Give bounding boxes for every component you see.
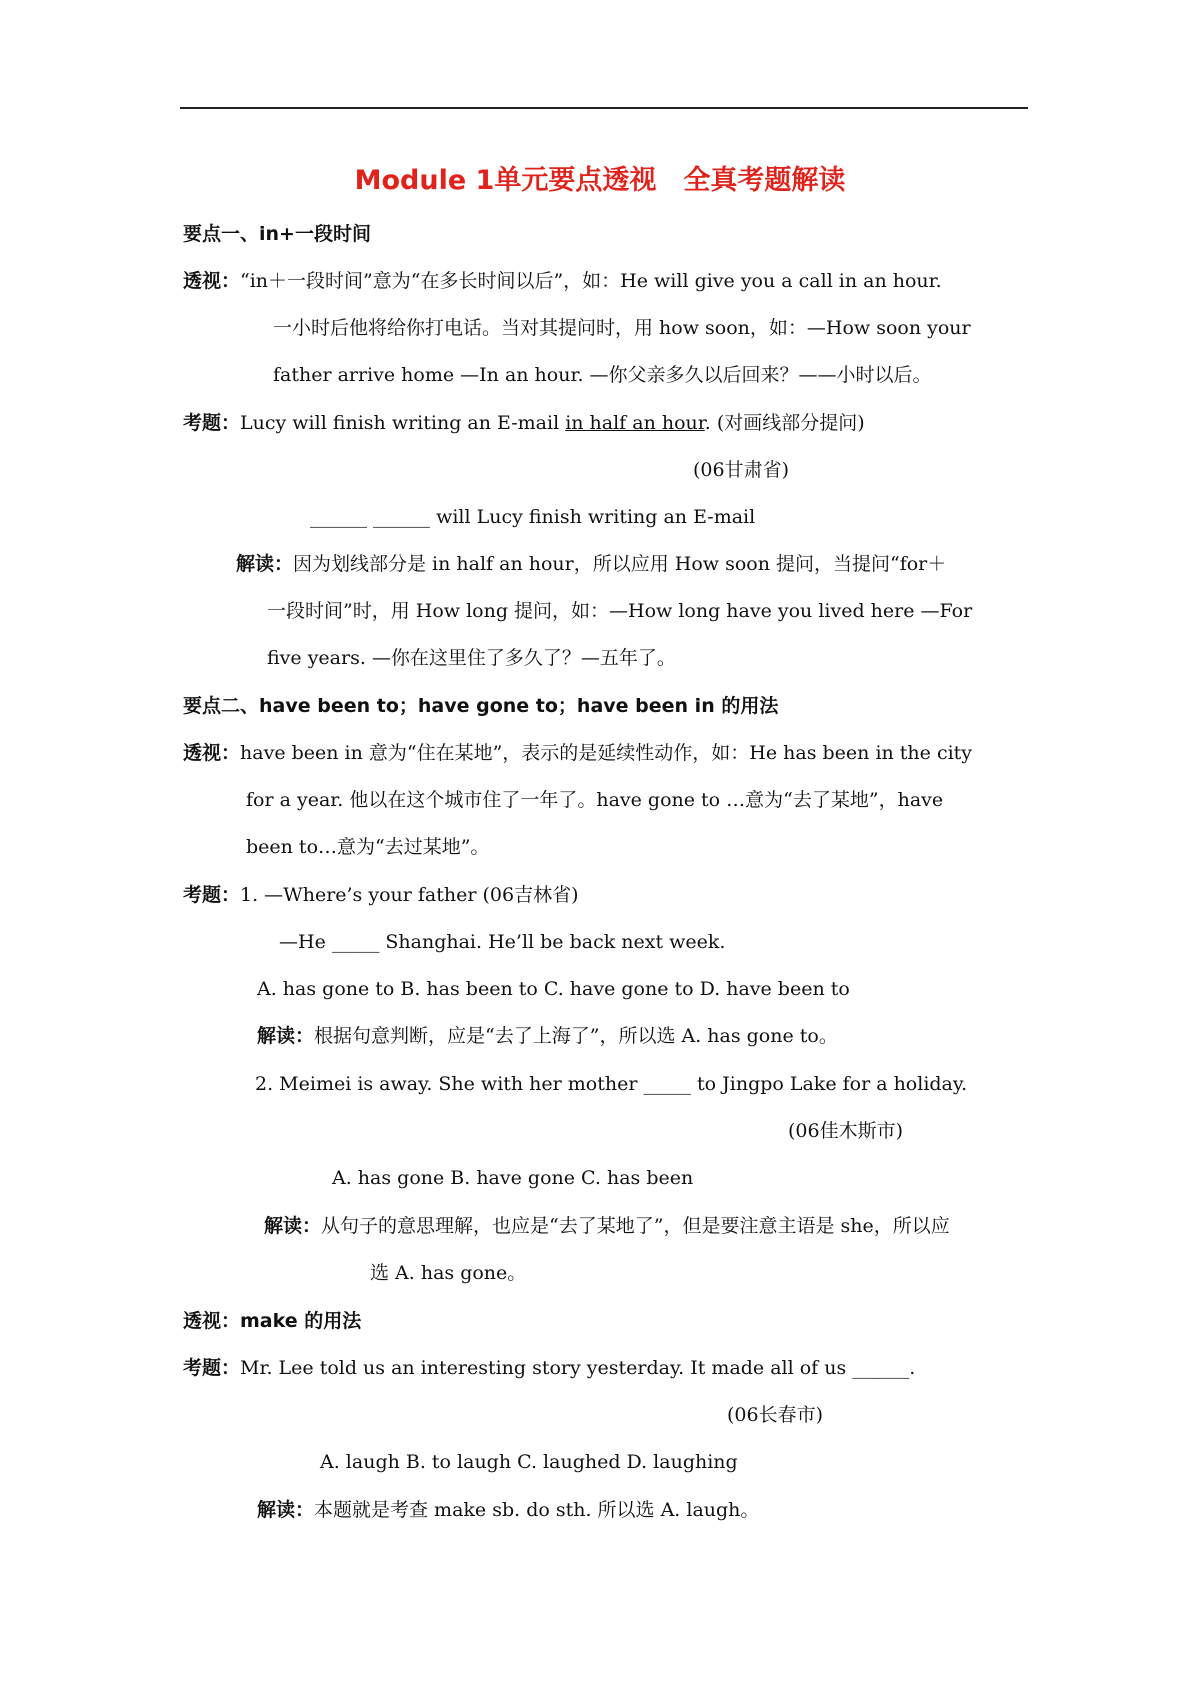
point1-insight-l3: father arrive home —In an hour. —你父亲多久以后回来？——小时以后。 (273, 364, 932, 386)
answer-text: 从句子的意思理解，也应是“去了某地了”，但是要注意主语是 she，所以应 (321, 1215, 950, 1237)
point2-heading: 要点二、have been to；have gone to；have been in 的用法 (183, 695, 779, 717)
point1-insight-l1 (183, 268, 942, 294)
question-post: . (对画线部分提问) (704, 412, 865, 434)
point1-answer-l2: 一段时间”时，用 How long 提问，如：—How long have you lived here —For (267, 600, 973, 622)
question-underline: in half an hour (565, 412, 705, 434)
point1-source: (06甘肃省) (693, 459, 790, 481)
header-rule (180, 107, 1028, 109)
insight-text: “in＋一段时间”意为“在多长时间以后”，如：He will give you a call in an hour. (240, 270, 942, 292)
point1-answer-l3: five years. —你在这里住了多久了？—五年了。 (267, 647, 676, 669)
point1-heading: 要点一、in+一段时间 (183, 223, 371, 245)
point2-insight-l1 (183, 740, 972, 766)
answer-text: 本题就是考查 make sb. do sth. 所以选 A. laugh。 (314, 1499, 760, 1521)
insight-label: 透视： (183, 742, 241, 764)
point2-insight-l2: for a year. 他以在这个城市住了一年了。have gone to …意为“去了某地”，have (246, 789, 944, 811)
point2-insight-l3: been to…意为“去过某地”。 (246, 836, 490, 858)
point1-blank-line: ______ ______ will Lucy finish writing an E-mail (310, 506, 756, 528)
point2-answer1 (257, 1023, 838, 1049)
point3-answer (257, 1497, 759, 1523)
point1-question (183, 410, 865, 436)
point2-q2-source: (06佳木斯市) (788, 1120, 904, 1142)
point3-source: (06长春市) (727, 1404, 824, 1426)
point2-q1-l1 (183, 882, 578, 908)
question-pre: Lucy will finish writing an E-mail (240, 412, 566, 434)
answer-text: 因为划线部分是 in half an hour，所以应用 How soon 提问，当提问“for＋ (293, 553, 947, 575)
point2-answer2-l2: 选 A. has gone。 (370, 1262, 527, 1284)
answer-text: 根据句意判断，应是“去了上海了”，所以选 A. has gone to。 (314, 1025, 838, 1047)
insight-text: have been in 意为“住在某地”，表示的是延续性动作，如：He has been in the city (240, 742, 973, 764)
q1-text: 1. —Where’s your father (06吉林省) (240, 884, 579, 906)
point1-insight-l2: 一小时后他将给你打电话。当对其提问时，用 how soon，如：—How soon your (273, 317, 971, 339)
question-label: 考题： (183, 412, 241, 434)
point1-answer-l1 (236, 551, 946, 577)
question-label: 考题： (183, 1357, 241, 1379)
page-title: Module 1单元要点透视 全真考题解读 (354, 165, 846, 196)
point2-answer2-l1 (264, 1213, 950, 1239)
answer-label: 解读： (264, 1215, 322, 1237)
point3-heading: 透视：make 的用法 (183, 1310, 362, 1332)
point3-options: A. laugh B. to laugh C. laughed D. laughing (320, 1451, 738, 1473)
answer-label: 解读： (257, 1499, 315, 1521)
insight-label: 透视： (183, 270, 241, 292)
answer-label: 解读： (236, 553, 294, 575)
answer-label: 解读： (257, 1025, 315, 1047)
point2-q1-l2: —He _____ Shanghai. He’ll be back next week. (279, 931, 726, 953)
point3-question (183, 1355, 915, 1381)
question-label: 考题： (183, 884, 241, 906)
point2-q2-options: A. has gone B. have gone C. has been (332, 1167, 694, 1189)
point2-q2-l1: 2. Meimei is away. She with her mother _____ to Jingpo Lake for a holiday. (255, 1073, 968, 1095)
point2-q1-options: A. has gone to B. has been to C. have gone to D. have been to (257, 978, 850, 1000)
question-text: Mr. Lee told us an interesting story yesterday. It made all of us ______. (240, 1357, 916, 1379)
